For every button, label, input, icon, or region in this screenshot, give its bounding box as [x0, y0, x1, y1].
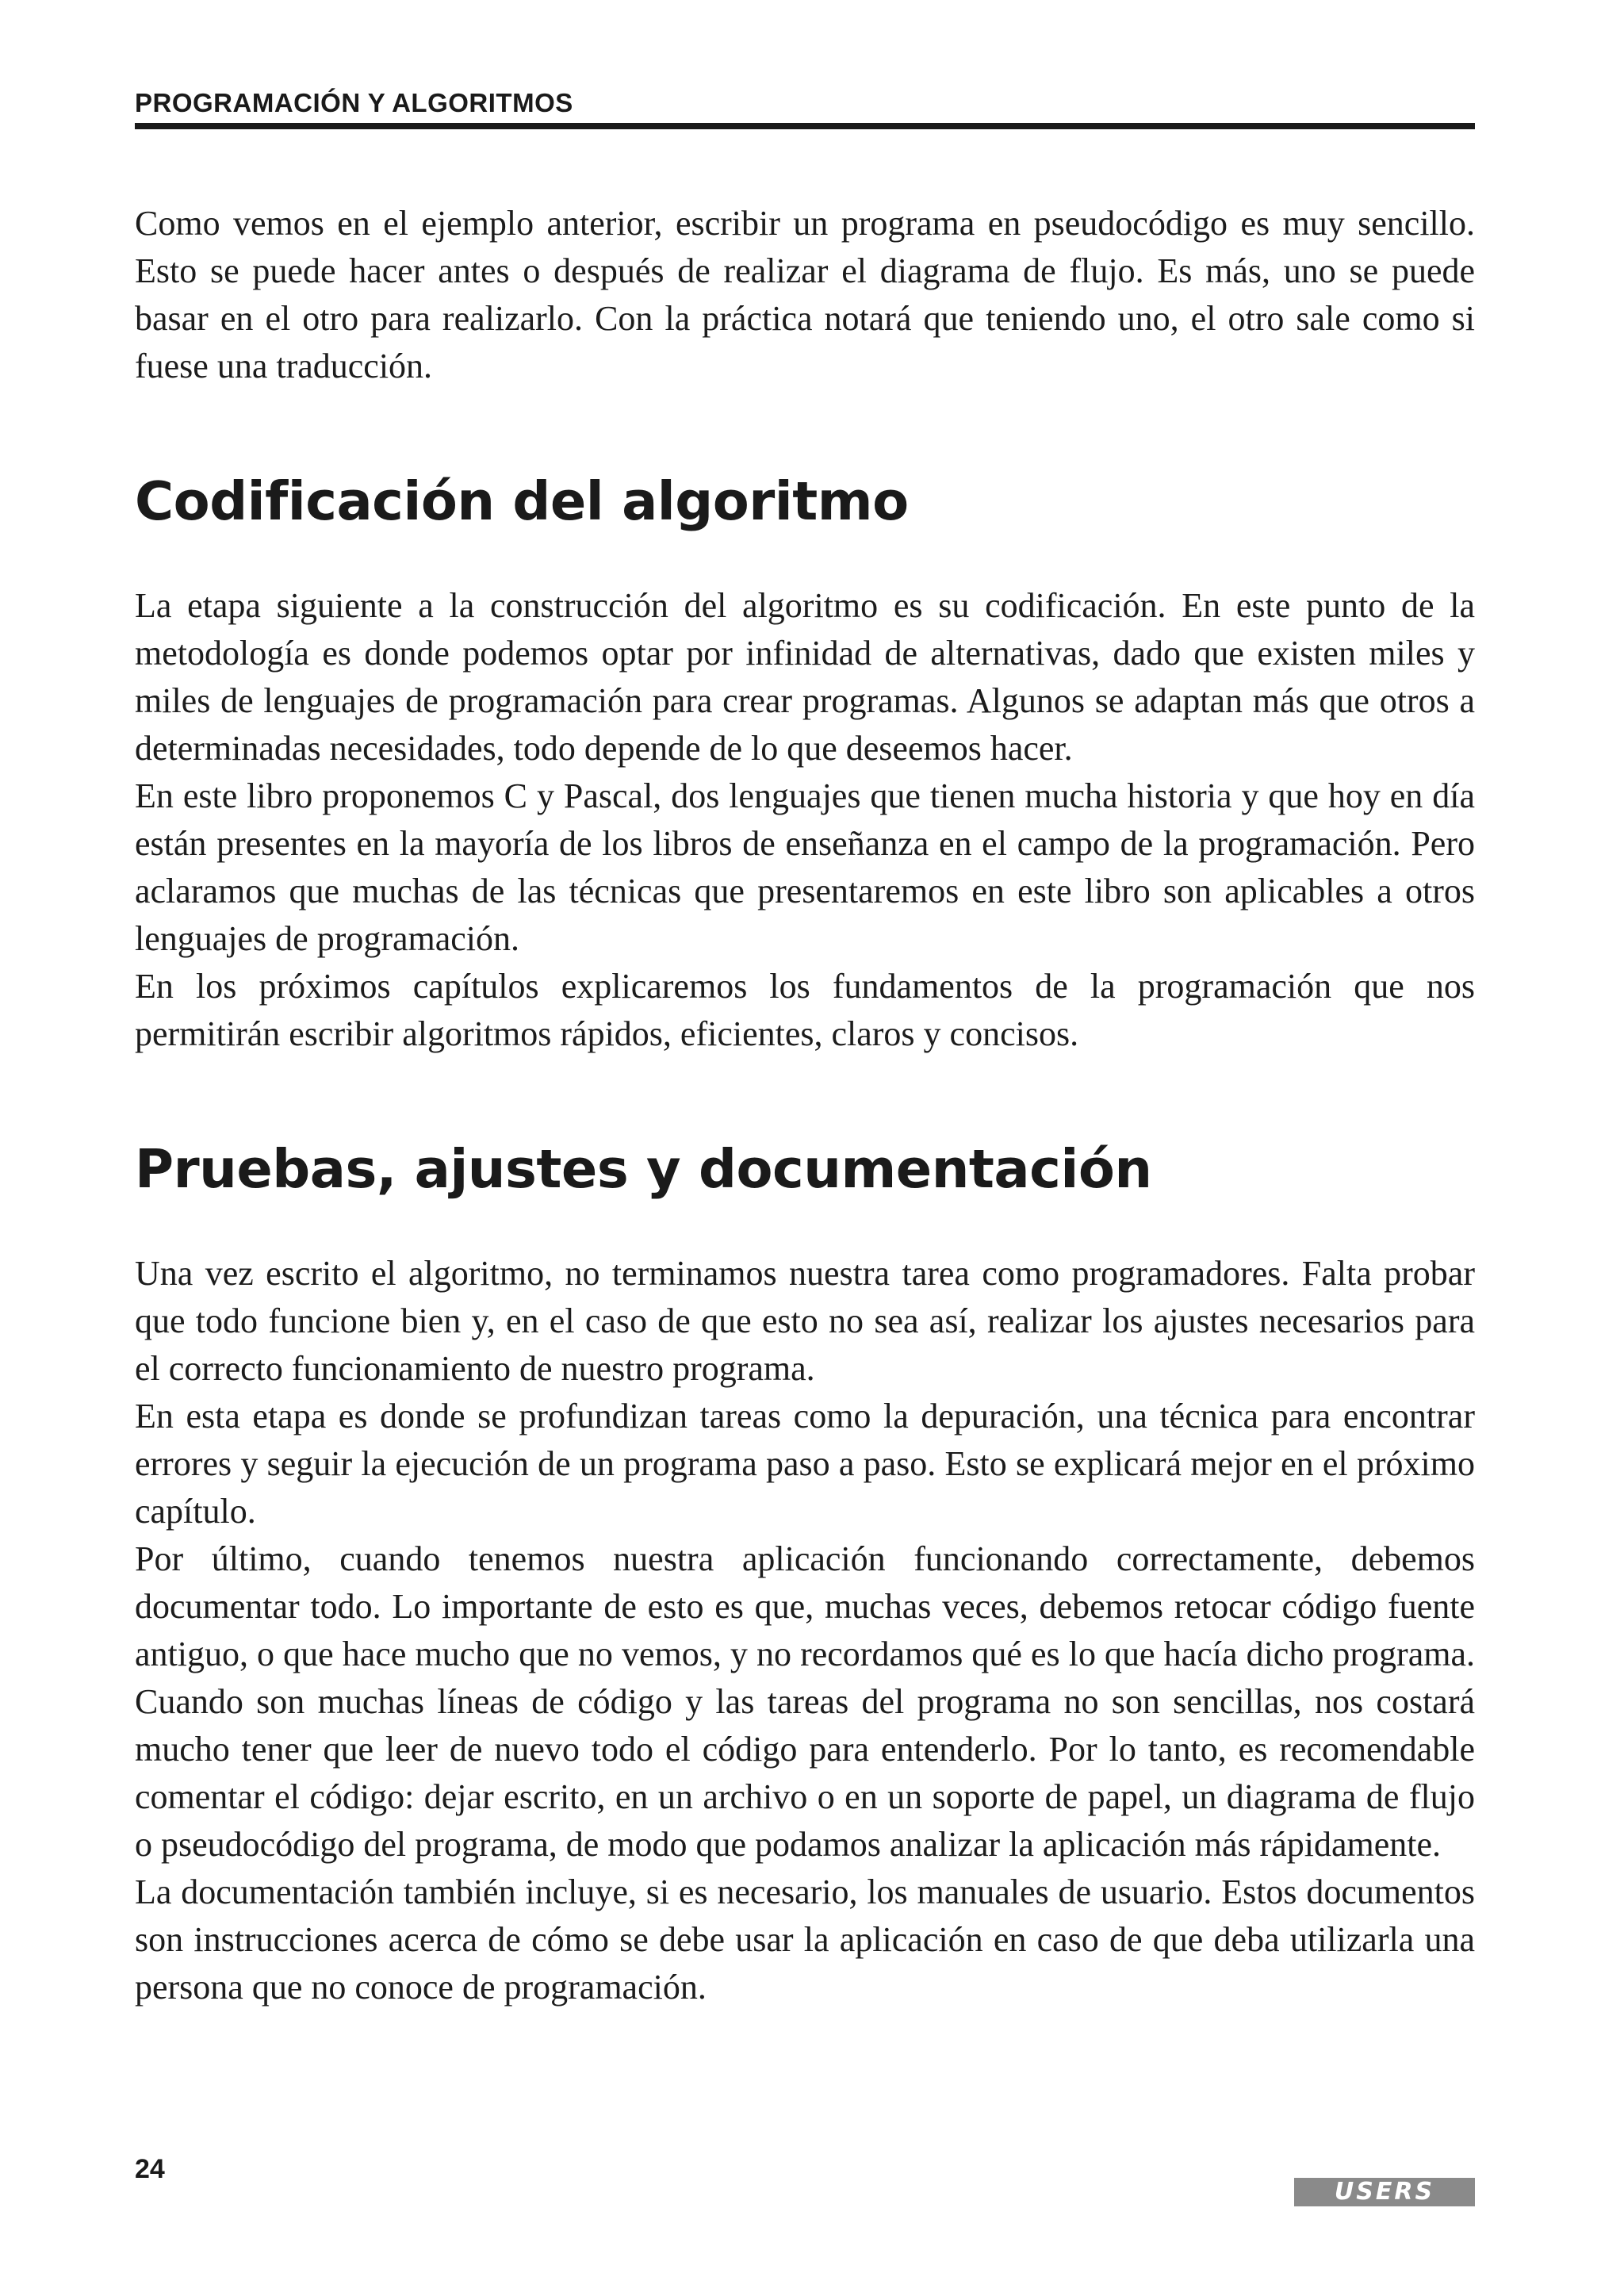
document-page	[135, 0, 1475, 2296]
intro-paragraph: Como vemos en el ejemplo anterior, escribir un programa en pseudocódigo es muy sencillo. Esto se puede hacer antes o después de realizar el diagrama de flujo. Es más, uno se puede basar en el otro para realizarlo. Con la práctica notará que teniendo uno, el otro sale como si fuese una traducción.	[135, 204, 1475, 385]
paragraph: La documentación también incluye, si es necesario, los manuales de usuario. Estos documentos son instrucciones acerca de cómo se debe usar la aplicación en caso de que deba utilizarla una persona que no conoce de programación.	[135, 1872, 1475, 2007]
paragraph: En esta etapa es donde se profundizan tareas como la depuración, una técnica para encontrar errores y seguir la ejecución de un programa paso a paso. Esto se explicará mejor en el próximo capítulo.	[135, 1397, 1475, 1531]
paragraph: En este libro proponemos C y Pascal, dos lenguajes que tienen mucha historia y que hoy en día están presentes en la mayoría de los libros de enseñanza en el campo de la programación. Pero aclaramos que muchas de las técnicas que presentaremos en este libro son aplicables a otros lenguajes de programación.	[135, 776, 1475, 958]
paragraph: Una vez escrito el algoritmo, no terminamos nuestra tarea como programadores. Falta probar que todo funcione bien y, en el caso de que esto no sea así, realizar los ajustes necesarios para el correcto funcionamiento de nuestro programa.	[135, 1254, 1475, 1388]
paragraph: La etapa siguiente a la construcción del algoritmo es su codificación. En este punto de la metodología es donde podemos optar por infinidad de alternativas, dado que existen miles y miles de lenguajes de programación para crear programas. Algunos se adaptan más que otros a determinadas necesidades, todo depende de lo que deseemos hacer.	[135, 586, 1475, 768]
section-heading-pruebas: Pruebas, ajustes y documentación	[135, 1138, 1152, 1200]
paragraph: Por último, cuando tenemos nuestra aplicación funcionando correctamente, debemos documentar todo. Lo importante de esto es que, muchas veces, debemos retocar código fuente antiguo, o que hace mucho que no vemos, y no recordamos qué es lo que hacía dicho programa. Cuando son muchas líneas de código y las tareas del programa no son sencillas, nos costará mucho tener que leer de nuevo todo el código para entenderlo. Por lo tanto, es recomendable comentar el código: dejar escrito, en un archivo o en un soporte de papel, un diagrama de flujo o pseudocódigo del programa, de modo que podamos analizar la aplicación más rápidamente.	[135, 1539, 1475, 1864]
section-heading-codificacion: Codificación del algoritmo	[135, 470, 909, 532]
logo-text: USERS	[1334, 2178, 1435, 2206]
header-rule	[135, 123, 1475, 129]
page-number: 24	[135, 2154, 165, 2184]
page-content	[135, 200, 1475, 2011]
users-logo	[1294, 2178, 1475, 2206]
paragraph: En los próximos capítulos explicaremos los fundamentos de la programación que nos permitirán escribir algoritmos rápidos, eficientes, claros y concisos.	[135, 967, 1475, 1053]
running-header: PROGRAMACIÓN Y ALGORITMOS	[135, 88, 573, 117]
